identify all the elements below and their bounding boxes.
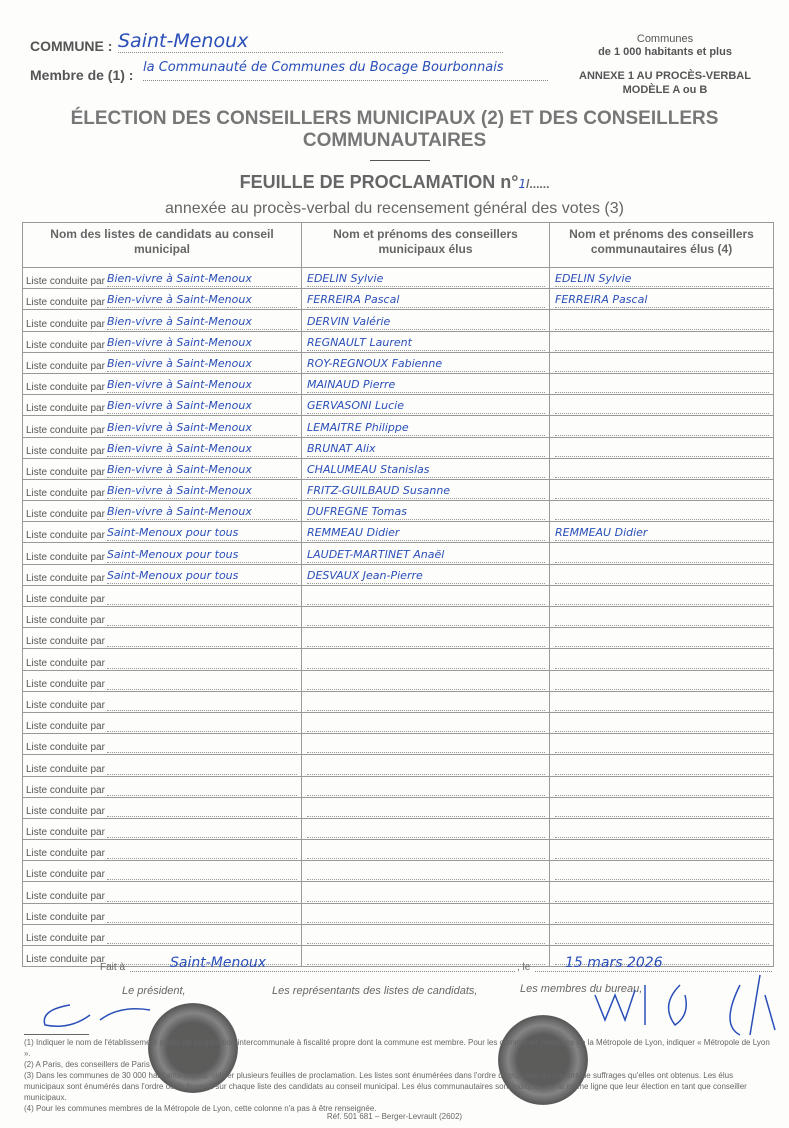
table-row	[23, 861, 774, 882]
table-row	[23, 416, 774, 437]
row-prefix: Liste conduite par	[26, 954, 105, 966]
list-name: Bien-vivre à Saint-Menoux	[107, 293, 297, 308]
row-prefix: Liste conduite par	[26, 784, 105, 796]
row-prefix: Liste conduite par	[26, 657, 105, 669]
communes-label: Communes	[636, 33, 694, 45]
table-row	[23, 373, 774, 394]
municipal-councillor: LAUDET-MARTINET Anaël	[307, 548, 545, 563]
president-signature	[30, 995, 160, 1035]
community-councillor	[555, 336, 769, 351]
row-prefix: Liste conduite par	[26, 699, 105, 711]
community-councillor	[555, 611, 769, 626]
table-row	[23, 585, 774, 606]
row-prefix: Liste conduite par	[26, 297, 105, 309]
list-name: Bien-vivre à Saint-Menoux	[107, 315, 297, 330]
table-row	[23, 924, 774, 945]
feuille-number: 1	[518, 177, 527, 191]
row-prefix: Liste conduite par	[26, 509, 105, 521]
date-value: 15 mars 2026	[535, 955, 772, 972]
reference: Réf. 501 681 – Berger-Levrault (2602)	[326, 1112, 463, 1121]
feuille-total: /......	[526, 177, 550, 191]
list-name	[107, 865, 297, 880]
municipal-councillor	[307, 632, 545, 647]
table-row	[23, 649, 774, 670]
community-councillor	[555, 399, 769, 414]
municipal-councillor: DUFREGNE Tomas	[307, 505, 545, 520]
community-councillor	[555, 696, 769, 711]
community-councillor	[555, 442, 769, 457]
list-name: Saint-Menoux pour tous	[107, 548, 297, 563]
row-prefix: Liste conduite par	[26, 911, 105, 923]
row-prefix: Liste conduite par	[26, 805, 105, 817]
modele-label: MODÈLE A ou B	[622, 84, 708, 96]
community-councillor	[555, 590, 769, 605]
municipal-councillor: REMMEAU Didier	[307, 526, 545, 541]
municipal-councillor: DERVIN Valérie	[307, 315, 545, 330]
footnotes	[24, 1037, 774, 1114]
community-councillor	[555, 844, 769, 859]
list-name	[107, 738, 297, 753]
title-line2: COMMUNAUTAIRES	[302, 130, 487, 151]
row-prefix: Liste conduite par	[26, 763, 105, 775]
list-name	[107, 760, 297, 775]
row-prefix: Liste conduite par	[26, 530, 105, 542]
list-name	[107, 717, 297, 732]
table-row	[23, 395, 774, 416]
footnote-3: (3) Dans les communes de 30 000 habitants et plus, utiliser plusieurs feuilles de proclamation. Les listes sont énumérées dans l'ordre décroissant du nombre de suffrages qu'elles ont obtenus. Les élus municipaux sont énumérés dans l'ordre où ils figurent sur chaque liste des candidats au conseil municipal. Les élus communautaires sont indiqués sur la même ligne que leur élection en tant que conseiller municipaux.	[24, 1071, 747, 1102]
municipal-councillor	[307, 802, 545, 817]
representants-label: Les représentants des listes de candidats,	[272, 985, 478, 997]
proclamation-table	[22, 222, 774, 967]
row-prefix: Liste conduite par	[26, 339, 105, 351]
row-prefix: Liste conduite par	[26, 742, 105, 754]
row-prefix: Liste conduite par	[26, 360, 105, 372]
header-communautaire: Nom et prénoms des conseillers communautaires élus (4)	[550, 223, 774, 268]
list-name: Bien-vivre à Saint-Menoux	[107, 484, 297, 499]
table-row	[23, 818, 774, 839]
bureau-signatures	[590, 965, 780, 1040]
list-name	[107, 696, 297, 711]
municipal-councillor: FERREIRA Pascal	[307, 293, 545, 308]
community-councillor	[555, 463, 769, 478]
membre-value: la Communauté de Communes du Bocage Bourbonnais	[143, 60, 548, 81]
commune-value: Saint-Menoux	[118, 30, 503, 53]
table-row	[23, 670, 774, 691]
community-councillor	[555, 865, 769, 880]
municipal-councillor	[307, 908, 545, 923]
municipal-councillor: MAINAUD Pierre	[307, 378, 545, 393]
table-row	[23, 903, 774, 924]
row-prefix: Liste conduite par	[26, 933, 105, 944]
row-prefix: Liste conduite par	[26, 678, 105, 690]
list-name: Saint-Menoux pour tous	[107, 526, 297, 541]
fait-value: Saint-Menoux	[130, 955, 515, 972]
municipal-councillor	[307, 611, 545, 626]
table-row	[23, 522, 774, 543]
communes-size: de 1 000 habitants et plus	[598, 46, 732, 58]
row-prefix: Liste conduite par	[26, 890, 105, 902]
list-name	[107, 844, 297, 859]
table-row	[23, 501, 774, 522]
municipal-councillor: EDELIN Sylvie	[307, 272, 545, 287]
row-prefix: Liste conduite par	[26, 318, 105, 330]
table-row	[23, 840, 774, 861]
table-row	[23, 437, 774, 458]
membre-label: Membre de (1) :	[30, 67, 134, 83]
municipal-councillor	[307, 675, 545, 690]
community-councillor	[555, 484, 769, 499]
table-row	[23, 352, 774, 373]
municipal-councillor	[307, 781, 545, 796]
list-name: Bien-vivre à Saint-Menoux	[107, 421, 297, 436]
table-row	[23, 691, 774, 712]
list-name: Bien-vivre à Saint-Menoux	[107, 399, 297, 414]
president-label: Le président,	[122, 985, 186, 997]
feuille-label: FEUILLE DE PROCLAMATION n°	[239, 172, 519, 192]
footnote-4: (4) Pour les communes membres de la Métropole de Lyon, cette colonne n'a pas à être renseignée.	[24, 1104, 377, 1113]
municipal-councillor	[307, 738, 545, 753]
municipal-councillor	[307, 823, 545, 838]
table-row	[23, 331, 774, 352]
table-row	[23, 734, 774, 755]
list-name: Bien-vivre à Saint-Menoux	[107, 272, 297, 287]
municipal-councillor	[307, 887, 545, 902]
municipal-councillor: FRITZ-GUILBAUD Susanne	[307, 484, 545, 499]
row-prefix: Liste conduite par	[26, 488, 105, 500]
table-row	[23, 543, 774, 564]
title-line1: ÉLECTION DES CONSEILLERS MUNICIPAUX (2) ET DES CONSEILLERS	[70, 108, 719, 129]
community-councillor	[555, 632, 769, 647]
row-prefix: Liste conduite par	[26, 424, 105, 436]
municipal-councillor	[307, 654, 545, 669]
list-name	[107, 611, 297, 626]
row-prefix: Liste conduite par	[26, 594, 105, 605]
list-name: Bien-vivre à Saint-Menoux	[107, 505, 297, 520]
community-councillor: EDELIN Sylvie	[555, 272, 769, 287]
community-councillor	[555, 908, 769, 923]
community-councillor: REMMEAU Didier	[555, 526, 769, 541]
community-councillor	[555, 675, 769, 690]
table-row	[23, 458, 774, 479]
table-row	[23, 628, 774, 649]
list-name	[107, 675, 297, 690]
municipal-councillor: LEMAITRE Philippe	[307, 421, 545, 436]
table-row	[23, 797, 774, 818]
table-row	[23, 712, 774, 733]
municipal-councillor: DESVAUX Jean-Pierre	[307, 569, 545, 584]
header-lists: Nom des listes de candidats au conseil municipal	[23, 223, 302, 268]
commune-label: COMMUNE :	[30, 38, 113, 54]
le-label: , le	[517, 962, 531, 973]
community-councillor	[555, 378, 769, 393]
footnote-1: (1) Indiquer le nom de l'établissement public de coopération intercommunale à fiscalité propre dont la commune est membre. Pour les communes membres de la Métropole de Lyon, indiquer « Métropole de Lyon ».	[24, 1038, 770, 1058]
municipal-councillor: BRUNAT Alix	[307, 442, 545, 457]
municipal-councillor	[307, 929, 545, 944]
table-row	[23, 564, 774, 585]
community-councillor	[555, 315, 769, 330]
row-prefix: Liste conduite par	[26, 636, 105, 648]
row-prefix: Liste conduite par	[26, 276, 105, 288]
municipal-councillor: GERVASONI Lucie	[307, 399, 545, 414]
row-prefix: Liste conduite par	[26, 848, 105, 860]
community-councillor	[555, 781, 769, 796]
row-prefix: Liste conduite par	[26, 382, 105, 394]
list-name: Bien-vivre à Saint-Menoux	[107, 357, 297, 372]
community-councillor	[555, 738, 769, 753]
list-name	[107, 887, 297, 902]
municipal-councillor: ROY-REGNOUX Fabienne	[307, 357, 545, 372]
municipal-councillor	[307, 696, 545, 711]
community-councillor	[555, 357, 769, 372]
community-councillor: FERREIRA Pascal	[555, 293, 769, 308]
list-name	[107, 781, 297, 796]
community-councillor	[555, 887, 769, 902]
row-prefix: Liste conduite par	[26, 869, 105, 881]
municipal-councillor	[307, 844, 545, 859]
list-name	[107, 823, 297, 838]
community-councillor	[555, 421, 769, 436]
table-row	[23, 310, 774, 331]
list-name	[107, 654, 297, 669]
list-name: Saint-Menoux pour tous	[107, 569, 297, 584]
community-councillor	[555, 717, 769, 732]
municipal-councillor	[307, 717, 545, 732]
table-row	[23, 607, 774, 628]
footnote-rule	[24, 1034, 89, 1035]
row-prefix: Liste conduite par	[26, 721, 105, 733]
list-name	[107, 590, 297, 605]
divider	[370, 160, 430, 161]
list-name	[107, 632, 297, 647]
row-prefix: Liste conduite par	[26, 572, 105, 584]
row-prefix: Liste conduite par	[26, 466, 105, 478]
community-councillor	[555, 569, 769, 584]
table-row	[23, 755, 774, 776]
municipal-councillor: REGNAULT Laurent	[307, 336, 545, 351]
community-councillor	[555, 760, 769, 775]
municipal-councillor	[307, 760, 545, 775]
municipal-councillor: CHALUMEAU Stanislas	[307, 463, 545, 478]
table-row	[23, 479, 774, 500]
community-councillor	[555, 929, 769, 944]
fait-label: Fait à	[100, 962, 126, 973]
community-councillor	[555, 548, 769, 563]
list-name: Bien-vivre à Saint-Menoux	[107, 463, 297, 478]
community-councillor	[555, 802, 769, 817]
row-prefix: Liste conduite par	[26, 445, 105, 457]
table-row	[23, 776, 774, 797]
feuille-title	[0, 172, 789, 193]
community-councillor	[555, 823, 769, 838]
community-councillor	[555, 505, 769, 520]
community-councillor	[555, 654, 769, 669]
subtitle: annexée au procès-verbal du recensement général des votes (3)	[165, 200, 624, 217]
footnote-2: (2) A Paris, des conseillers de Paris	[24, 1060, 150, 1069]
list-name: Bien-vivre à Saint-Menoux	[107, 336, 297, 351]
table-row	[23, 882, 774, 903]
list-name	[107, 908, 297, 923]
list-name: Bien-vivre à Saint-Menoux	[107, 378, 297, 393]
list-name: Bien-vivre à Saint-Menoux	[107, 442, 297, 457]
table-row	[23, 289, 774, 310]
row-prefix: Liste conduite par	[26, 403, 105, 415]
municipal-councillor	[307, 865, 545, 880]
municipal-councillor	[307, 590, 545, 605]
membres-label: Les membres du bureau,	[520, 983, 643, 995]
row-prefix: Liste conduite par	[26, 827, 105, 839]
row-prefix: Liste conduite par	[26, 615, 105, 627]
list-name	[107, 802, 297, 817]
row-prefix: Liste conduite par	[26, 551, 105, 563]
list-name	[107, 929, 297, 944]
table-row	[23, 268, 774, 289]
header-municipal: Nom et prénoms des conseillers municipaux élus	[302, 223, 550, 268]
annexe-label: ANNEXE 1 AU PROCÈS-VERBAL	[579, 70, 751, 82]
